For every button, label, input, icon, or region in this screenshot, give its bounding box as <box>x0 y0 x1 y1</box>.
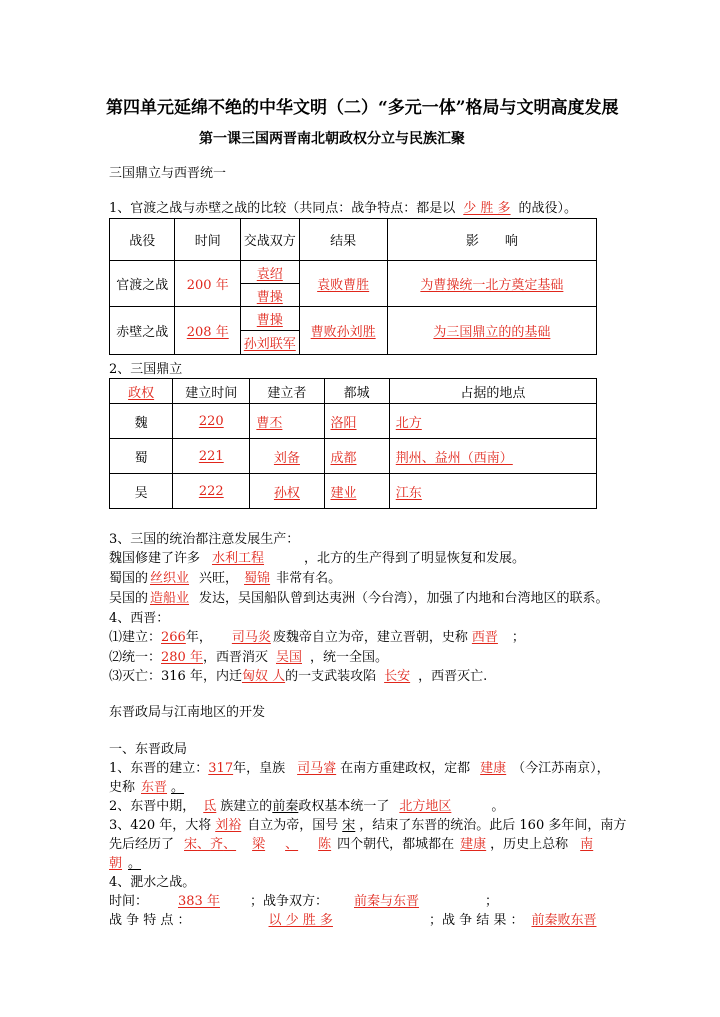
founder-cell: 曹丕 <box>250 404 324 439</box>
side-cell: 袁绍 <box>241 261 300 284</box>
table-row <box>110 404 597 439</box>
q3-line-2: 蜀国的 丝织业 兴旺， 蜀锦 非常有名。 <box>109 571 342 586</box>
three-kingdoms-table <box>109 378 597 509</box>
section-heading: 东晋政局与江南地区的开发 <box>109 705 266 720</box>
page-title: 第四单元延绵不绝的中华文明（二）“多元一体”格局与文明高度发展 <box>106 98 619 118</box>
state-cell: 魏 <box>110 404 173 439</box>
capital-cell: 建业 <box>324 474 389 509</box>
q3-line-3: 吴国的 造船业 发达，吴国船队曾到达夷洲（今台湾），加强了内地和台湾地区的联系。 <box>109 591 609 606</box>
p3-line-3: 朝 。 <box>109 856 142 871</box>
q4-line-2: ⑵统一：280 年，西晋消灭 吴国 ，统一全国。 <box>109 650 389 665</box>
table-header: 占据的地点 <box>389 379 596 404</box>
capital-cell: 洛阳 <box>324 404 389 439</box>
time-cell: 222 <box>173 474 250 509</box>
p1-line-2: 史称 东晋 。 <box>109 780 185 795</box>
subsection-heading: 一、东晋政局 <box>109 742 188 757</box>
q3-line-1: 魏国修建了许多 水利工程 ，北方的生产得到了明显恢复和发展。 <box>109 551 526 566</box>
battle-cell: 赤壁之战 <box>110 307 175 355</box>
result-cell: 曹败孙刘胜 <box>299 307 387 355</box>
founder-cell: 孙权 <box>250 474 324 509</box>
capital-cell: 成都 <box>324 439 389 474</box>
result-cell: 袁败曹胜 <box>299 261 387 307</box>
side-cell: 曹操 <box>241 284 300 307</box>
p2-line: 2、东晋中期， 氐 族建立的前秦政权基本统一了 北方地区 。 <box>109 799 505 814</box>
p1-line-1: 1、东晋的建立：317年，皇族 司马睿 在南方重建政权，定都 建康 （今江苏南京）， <box>109 761 610 776</box>
table-header: 建立者 <box>250 379 324 404</box>
state-cell: 蜀 <box>110 439 173 474</box>
q4-label: 4、西晋： <box>109 611 170 626</box>
table-header: 交战双方 <box>241 219 300 261</box>
time-cell: 200 年 <box>175 261 241 307</box>
p4-label: 4、淝水之战。 <box>109 875 196 890</box>
territory-cell: 北方 <box>389 404 596 439</box>
side-cell: 孙刘联军 <box>241 331 300 355</box>
territory-cell: 江东 <box>389 474 596 509</box>
time-cell: 208 年 <box>175 307 241 355</box>
table-header: 政权 <box>110 379 173 404</box>
time-cell: 220 <box>173 404 250 439</box>
table-header: 影 响 <box>387 219 596 261</box>
side-cell: 曹操 <box>241 307 300 331</box>
table-header: 都城 <box>324 379 389 404</box>
table-header: 时间 <box>175 219 241 261</box>
q3-label: 3、三国的统治都注意发展生产： <box>109 532 300 547</box>
table-row <box>110 439 597 474</box>
founder-cell: 刘备 <box>250 439 324 474</box>
p3-line-2: 先后经历了 宋、齐、 梁 、 陈 四个朝代，都城都在 建康 ，历史上总称 南 <box>109 837 594 852</box>
q4-line-3: ⑶灭亡：316 年，内迁匈奴 人的一支武装攻陷 长安 ，西晋灭亡. <box>109 669 488 684</box>
impact-cell: 为曹操统一北方奠定基础 <box>387 261 596 307</box>
section-heading: 三国鼎立与西晋统一 <box>109 166 227 181</box>
table-header: 战役 <box>110 219 175 261</box>
q2-label: 2、三国鼎立 <box>109 362 183 377</box>
time-cell: 221 <box>173 439 250 474</box>
state-cell: 吴 <box>110 474 173 509</box>
table-header: 结果 <box>299 219 387 261</box>
table-row <box>110 474 597 509</box>
lesson-subtitle: 第一课三国两晋南北朝政权分立与民族汇聚 <box>199 131 465 147</box>
battle-comparison-table <box>109 218 597 355</box>
q1-line: 1、官渡之战与赤壁之战的比较（共同点：战争特点：都是以 少 胜 多 的战役）。 <box>109 201 578 216</box>
territory-cell: 荆州、益州（西南） <box>389 439 596 474</box>
p4-line-1: 时间： 383 年 ；战争双方： 前秦与东晋 ； <box>109 894 499 909</box>
p3-line-1: 3、420 年，大将 刘裕 自立为帝，国号 宋 ，结束了东晋的统治。此后 160 多年间，南方 <box>109 818 627 833</box>
table-row <box>110 261 597 284</box>
table-row <box>110 307 597 331</box>
battle-cell: 官渡之战 <box>110 261 175 307</box>
table-header: 建立时间 <box>173 379 250 404</box>
q4-line-1: ⑴建立：266年， 司马炎 废魏帝自立为帝，建立晋朝，史称 西晋 ； <box>109 630 525 645</box>
impact-cell: 为三国鼎立的的基础 <box>387 307 596 355</box>
p4-line-2: 战 争 特 点 ： 以 少 胜 多 ；战 争 结 果 ： 前秦败东晋 <box>109 913 597 928</box>
